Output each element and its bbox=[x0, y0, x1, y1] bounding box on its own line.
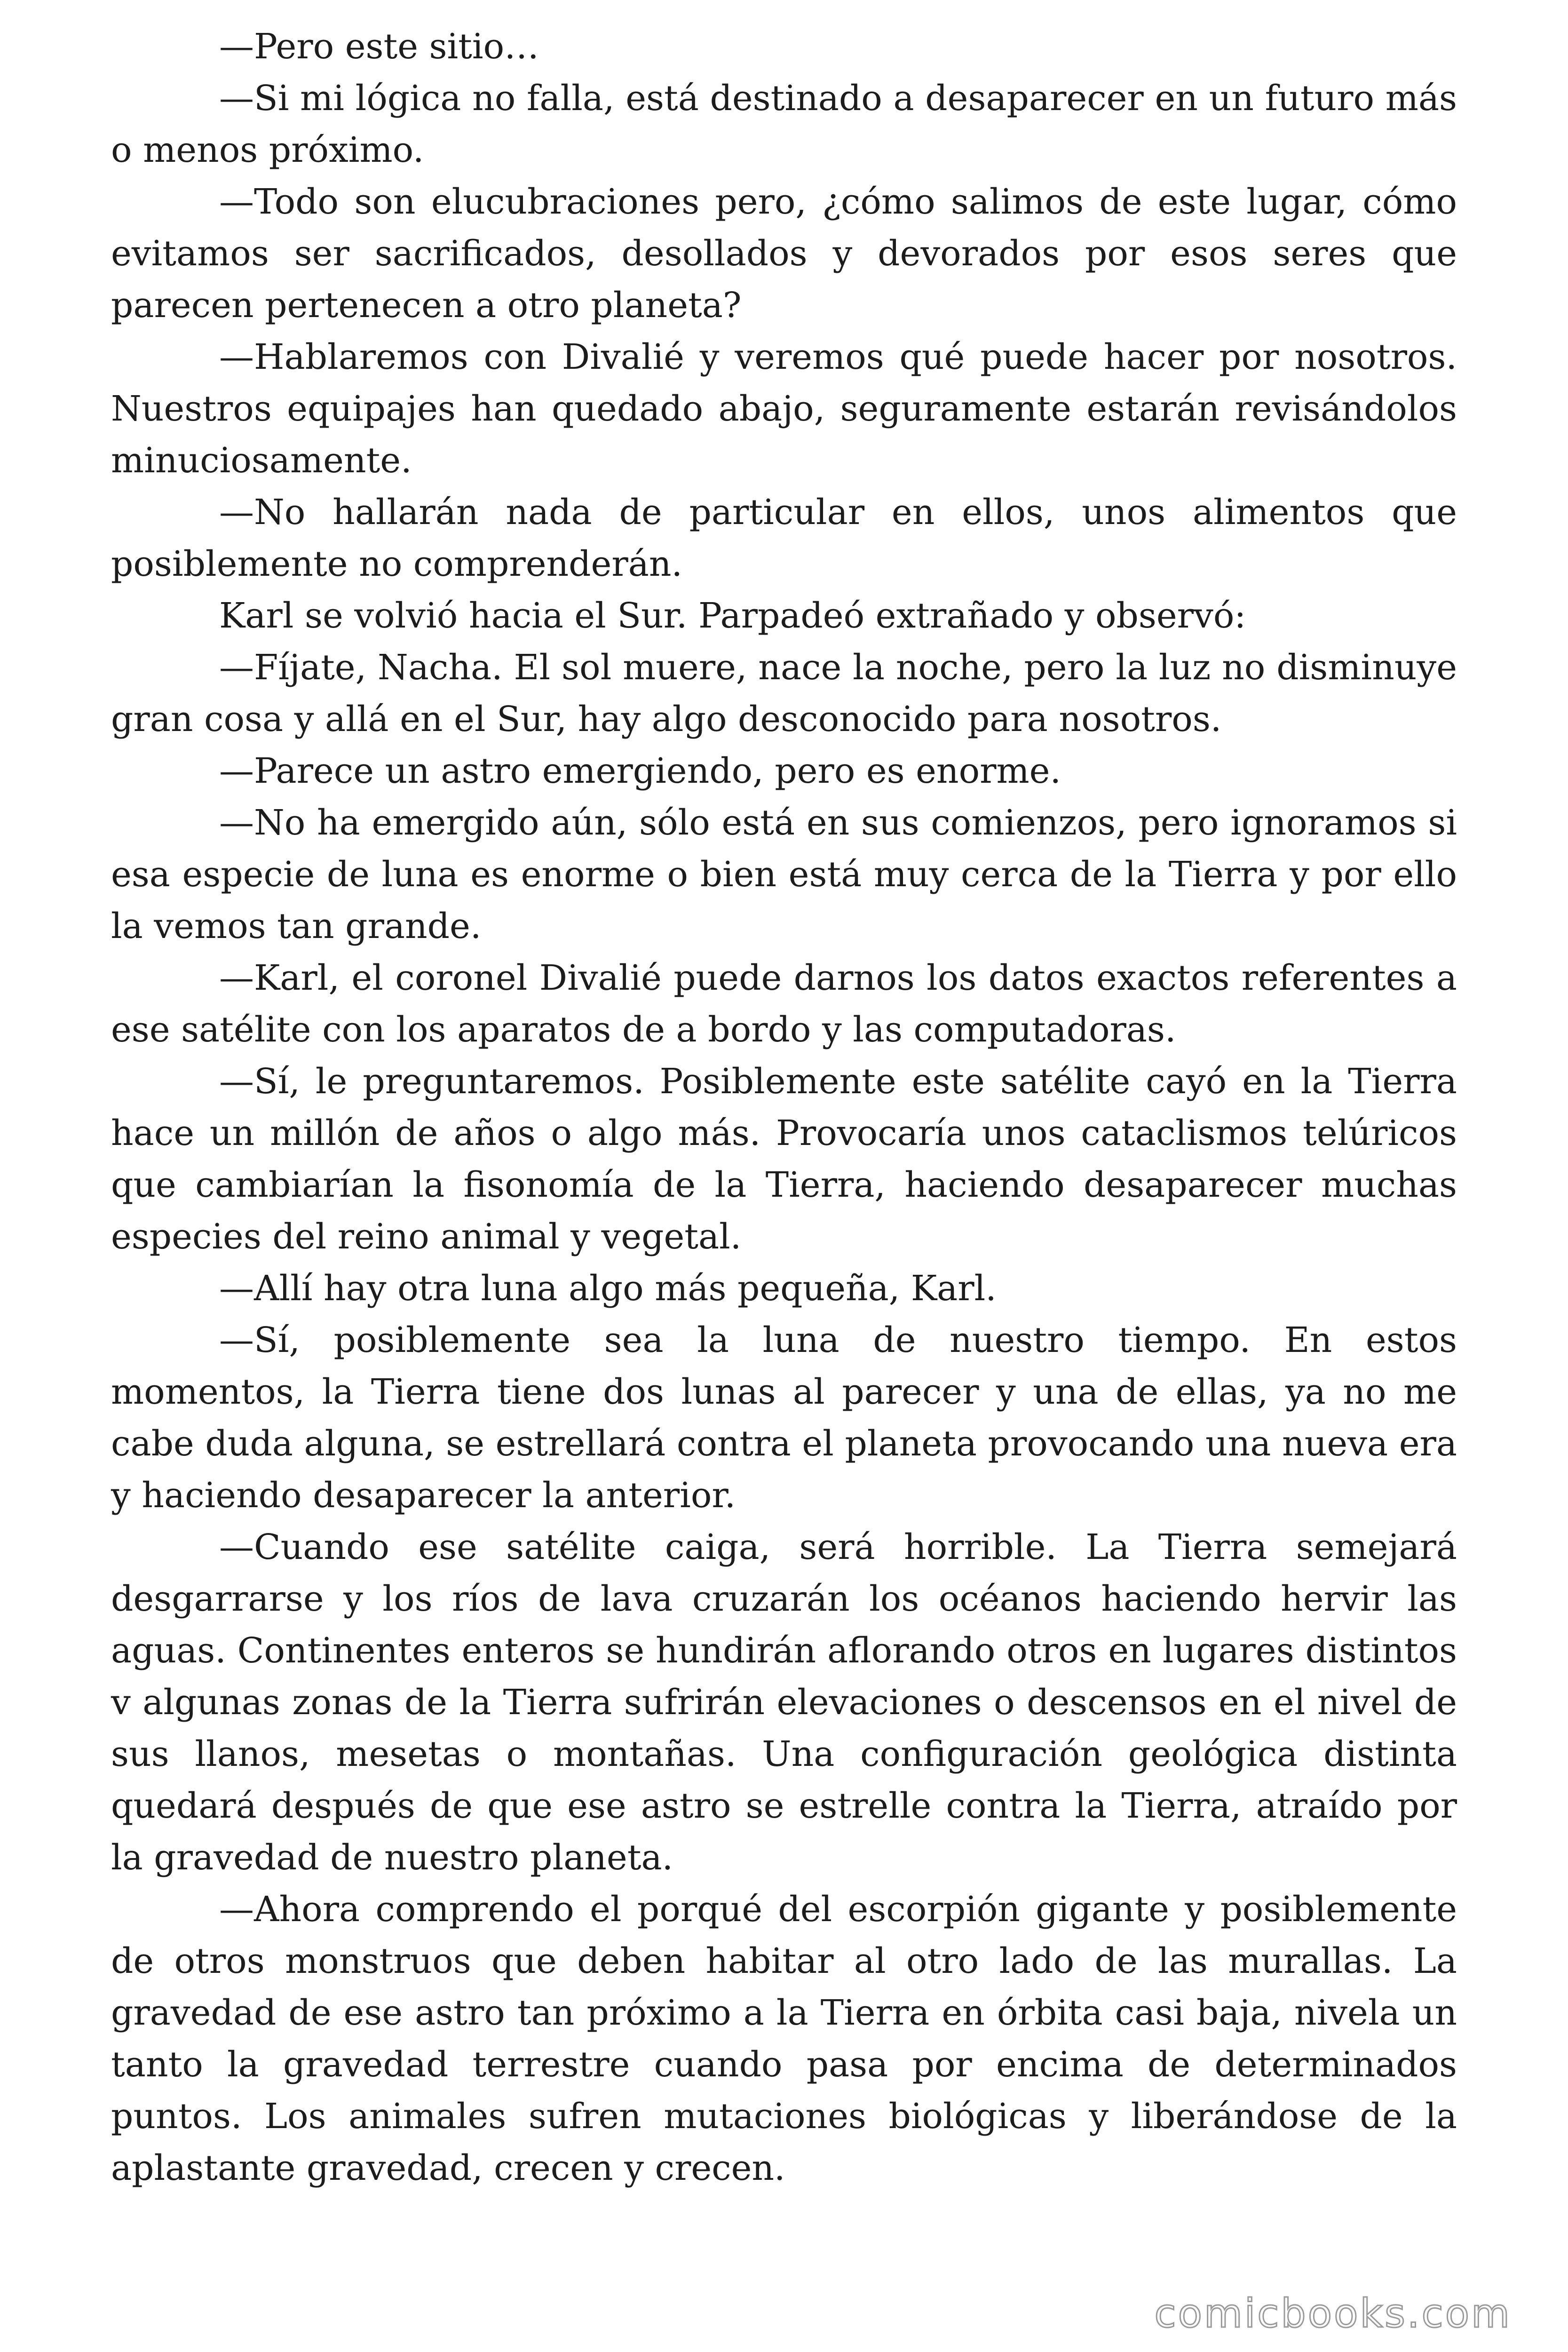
paragraph: —Pero este sitio… bbox=[219, 26, 539, 67]
paragraph: —Karl, el coronel Divalié puede darnos los datos exactos referentes a ese satélite con los aparatos de a bordo y las computadoras. bbox=[111, 958, 1457, 1050]
paragraph: —Todo son elucubraciones pero, ¿cómo salimos de este lugar, cómo evitamos ser sacrificados, desollados y devorados por esos seres que parecen pertenecen a otro planeta? bbox=[111, 182, 1457, 326]
paragraph: —Parece un astro emergiendo, pero es enorme. bbox=[219, 751, 1061, 791]
paragraph: —Fíjate, Nacha. El sol muere, nace la noche, pero la luz no disminuye gran cosa y allá en el Sur, hay algo desconocido para nosotros. bbox=[111, 647, 1457, 739]
paragraph: —Sí, posiblemente sea la luna de nuestro tiempo. En estos momentos, la Tierra tiene dos lunas al parecer y una de ellas, ya no me cabe duda alguna, se estrellará contra el planeta provocando una nueva era y haciendo desaparecer la anterior. bbox=[111, 1320, 1457, 1516]
paragraph: —Sí, le preguntaremos. Posiblemente este satélite cayó en la Tierra hace un millón de años o algo más. Provocaría unos cataclismos telúricos que cambiarían la fisonomía de la Tierra, haciendo desaparecer muchas especies del reino animal y vegetal. bbox=[111, 1061, 1457, 1257]
paragraph: —No ha emergido aún, sólo está en sus comienzos, pero ignoramos si esa especie de luna es enorme o bien está muy cerca de la Tierra y por ello la vemos tan grande. bbox=[111, 803, 1457, 946]
paragraph: —Ahora comprendo el porqué del escorpión gigante y posiblemente de otros monstruos que deben habitar al otro lado de las murallas. La gravedad de ese astro tan próximo a la Tierra en órbita casi baja, nivela un tanto la gravedad terrestre cuando pasa por encima de determinados puntos. Los animales sufren mutaciones biológicas y liberándose de la aplastante gravedad, crecen y crecen. bbox=[111, 1889, 1457, 2188]
paragraph: —Hablaremos con Divalié y veremos qué puede hacer por nosotros. Nuestros equipajes han quedado abajo, seguramente estarán revisándolos minuciosamente. bbox=[111, 337, 1457, 481]
watermark: comicbooks.com bbox=[1154, 2290, 1512, 2336]
book-page-text bbox=[111, 21, 1457, 2194]
paragraph: —Allí hay otra luna algo más pequeña, Karl. bbox=[219, 1268, 997, 1309]
paragraph: Karl se volvió hacia el Sur. Parpadeó extrañado y observó: bbox=[219, 596, 1246, 636]
paragraph: —Si mi lógica no falla, está destinado a desaparecer en un futuro más o menos próximo. bbox=[111, 78, 1457, 170]
paragraph: —Cuando ese satélite caiga, será horrible. La Tierra semejará desgarrarse y los ríos de lava cruzarán los océanos haciendo hervir las aguas. Continentes enteros se hundirán aflorando otros en lugares distintos v algunas zonas de la Tierra sufrirán elevaciones o descensos en el nivel de sus llanos, mesetas o montañas. Una configuración geológica distinta quedará después de que ese astro se estrelle contra la Tierra, atraído por la gravedad de nuestro planeta. bbox=[111, 1527, 1457, 1878]
paragraph: —No hallarán nada de particular en ellos, unos alimentos que posiblemente no comprenderán. bbox=[111, 492, 1457, 584]
